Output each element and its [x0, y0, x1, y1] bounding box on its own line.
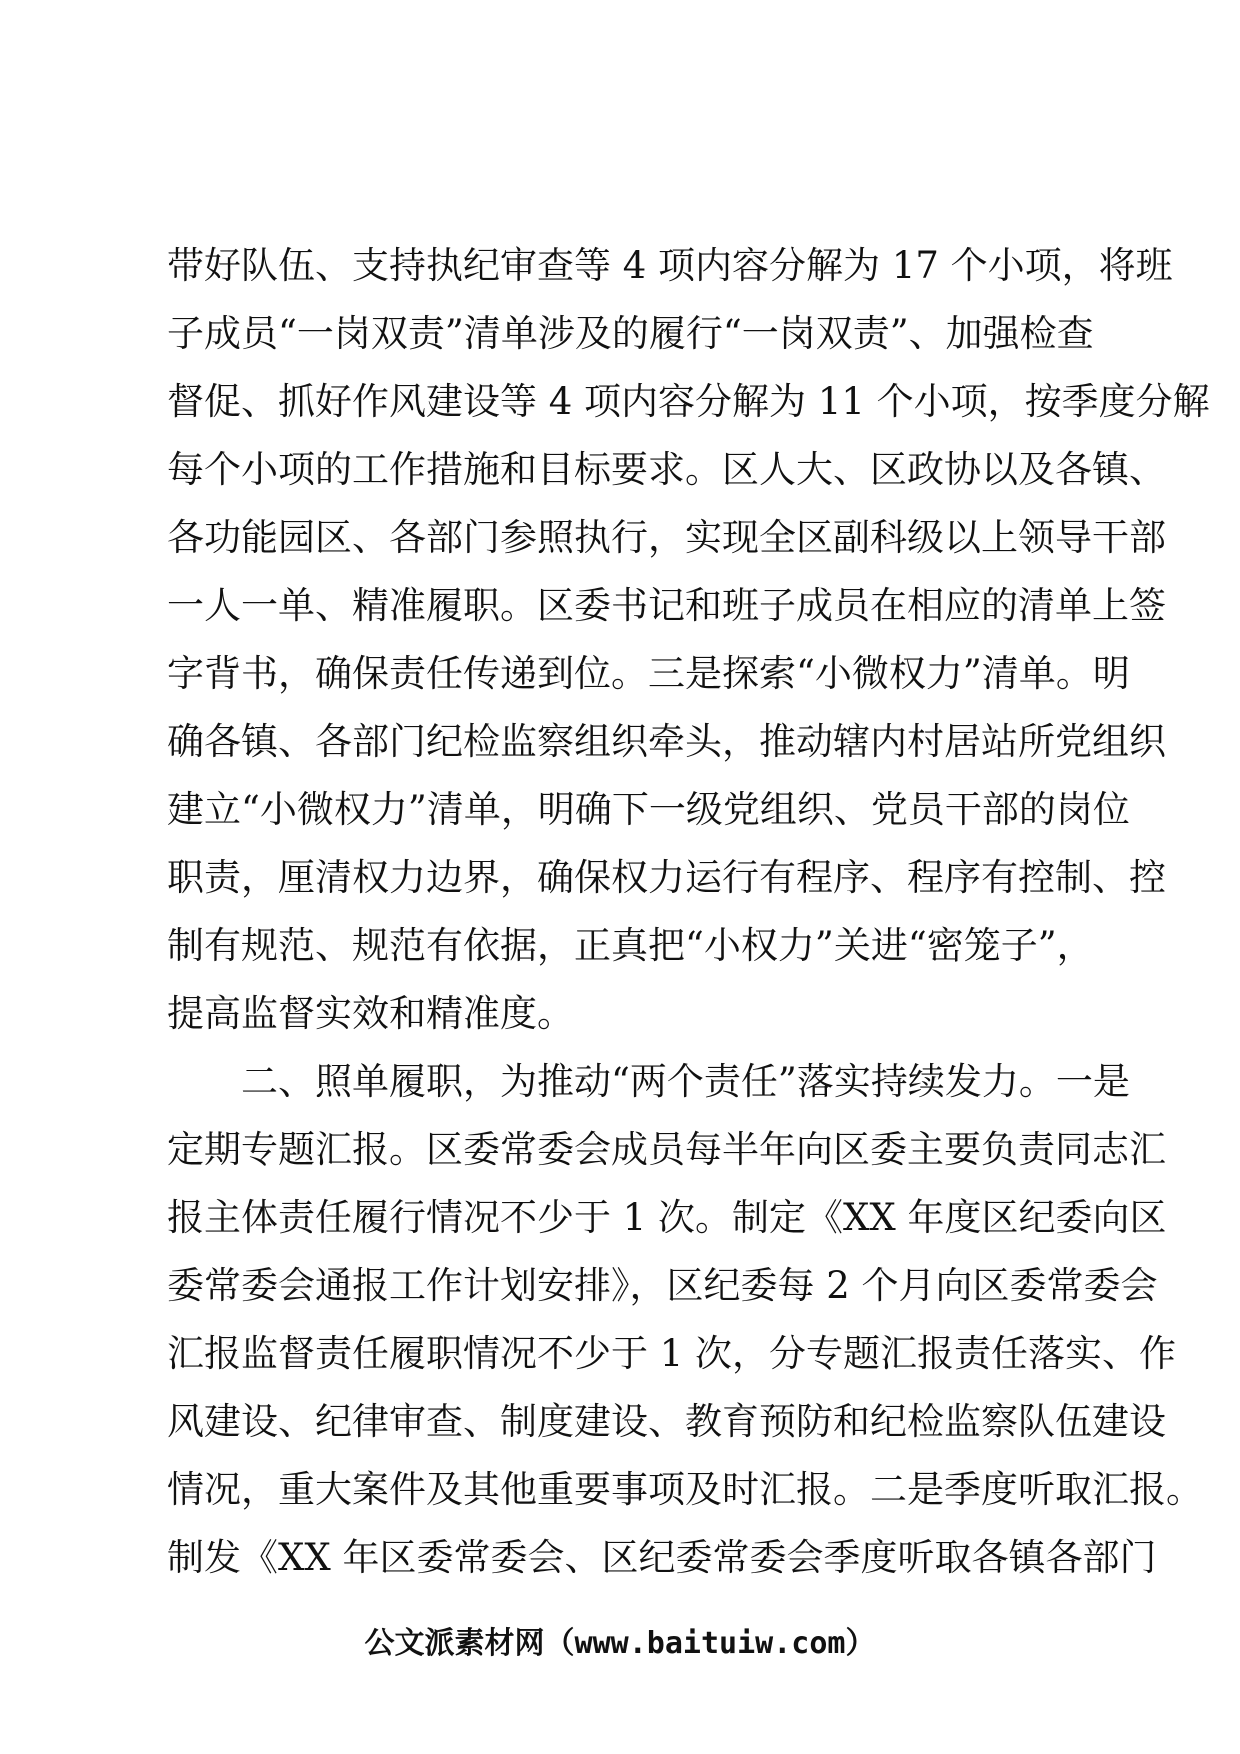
text-line: 委常委会通报工作计划安排》，区纪委每 2 个月向区委常委会	[167, 1264, 1158, 1307]
text-line: 提高监督实效和精准度。	[167, 992, 574, 1035]
text-line: 字背书，确保责任传递到位。三是探索“小微权力”清单。明	[167, 652, 1130, 695]
text-line: 制发《XX 年区委常委会、区纪委常委会季度听取各镇各部门	[167, 1536, 1157, 1579]
text-line: 一人一单、精准履职。区委书记和班子成员在相应的清单上签	[167, 584, 1166, 627]
text-line: 督促、抓好作风建设等 4 项内容分解为 11 个小项，按季度分解	[167, 380, 1210, 423]
text-line: 定期专题汇报。区委常委会成员每半年向区委主要负责同志汇	[167, 1128, 1166, 1171]
text-line: 建立“小微权力”清单，明确下一级党组织、党员干部的岗位	[167, 788, 1130, 831]
text-line: 确各镇、各部门纪检监察组织牵头，推动辖内村居站所党组织	[167, 720, 1166, 763]
text-line: 情况，重大案件及其他重要事项及时汇报。二是季度听取汇报。	[167, 1468, 1203, 1511]
text-line: 子成员“一岗双责”清单涉及的履行“一岗双责”、加强检查	[167, 312, 1094, 355]
text-line: 汇报监督责任履职情况不少于 1 次，分专题汇报责任落实、作	[167, 1332, 1177, 1375]
body-text	[167, 232, 1210, 1592]
text-line: 制有规范、规范有依据，正真把“小权力”关进“密笼子”，	[167, 924, 1094, 967]
text-line: 各功能园区、各部门参照执行，实现全区副科级以上领导干部	[167, 516, 1166, 559]
paragraph-heading-line: 二、照单履职，为推动“两个责任”落实持续发力。一是	[167, 1060, 1130, 1103]
text-line: 风建设、纪律审查、制度建设、教育预防和纪检监察队伍建设	[167, 1400, 1166, 1443]
text-line: 报主体责任履行情况不少于 1 次。制定《XX 年度区纪委向区	[167, 1196, 1167, 1239]
footer-watermark: 公文派素材网（www.baituiw.com）	[364, 1626, 876, 1661]
text-line: 带好队伍、支持执纪审查等 4 项内容分解为 17 个小项，将班	[167, 244, 1173, 287]
text-line: 职责，厘清权力边界，确保权力运行有程序、程序有控制、控	[167, 856, 1166, 899]
text-line: 每个小项的工作措施和目标要求。区人大、区政协以及各镇、	[167, 448, 1166, 491]
